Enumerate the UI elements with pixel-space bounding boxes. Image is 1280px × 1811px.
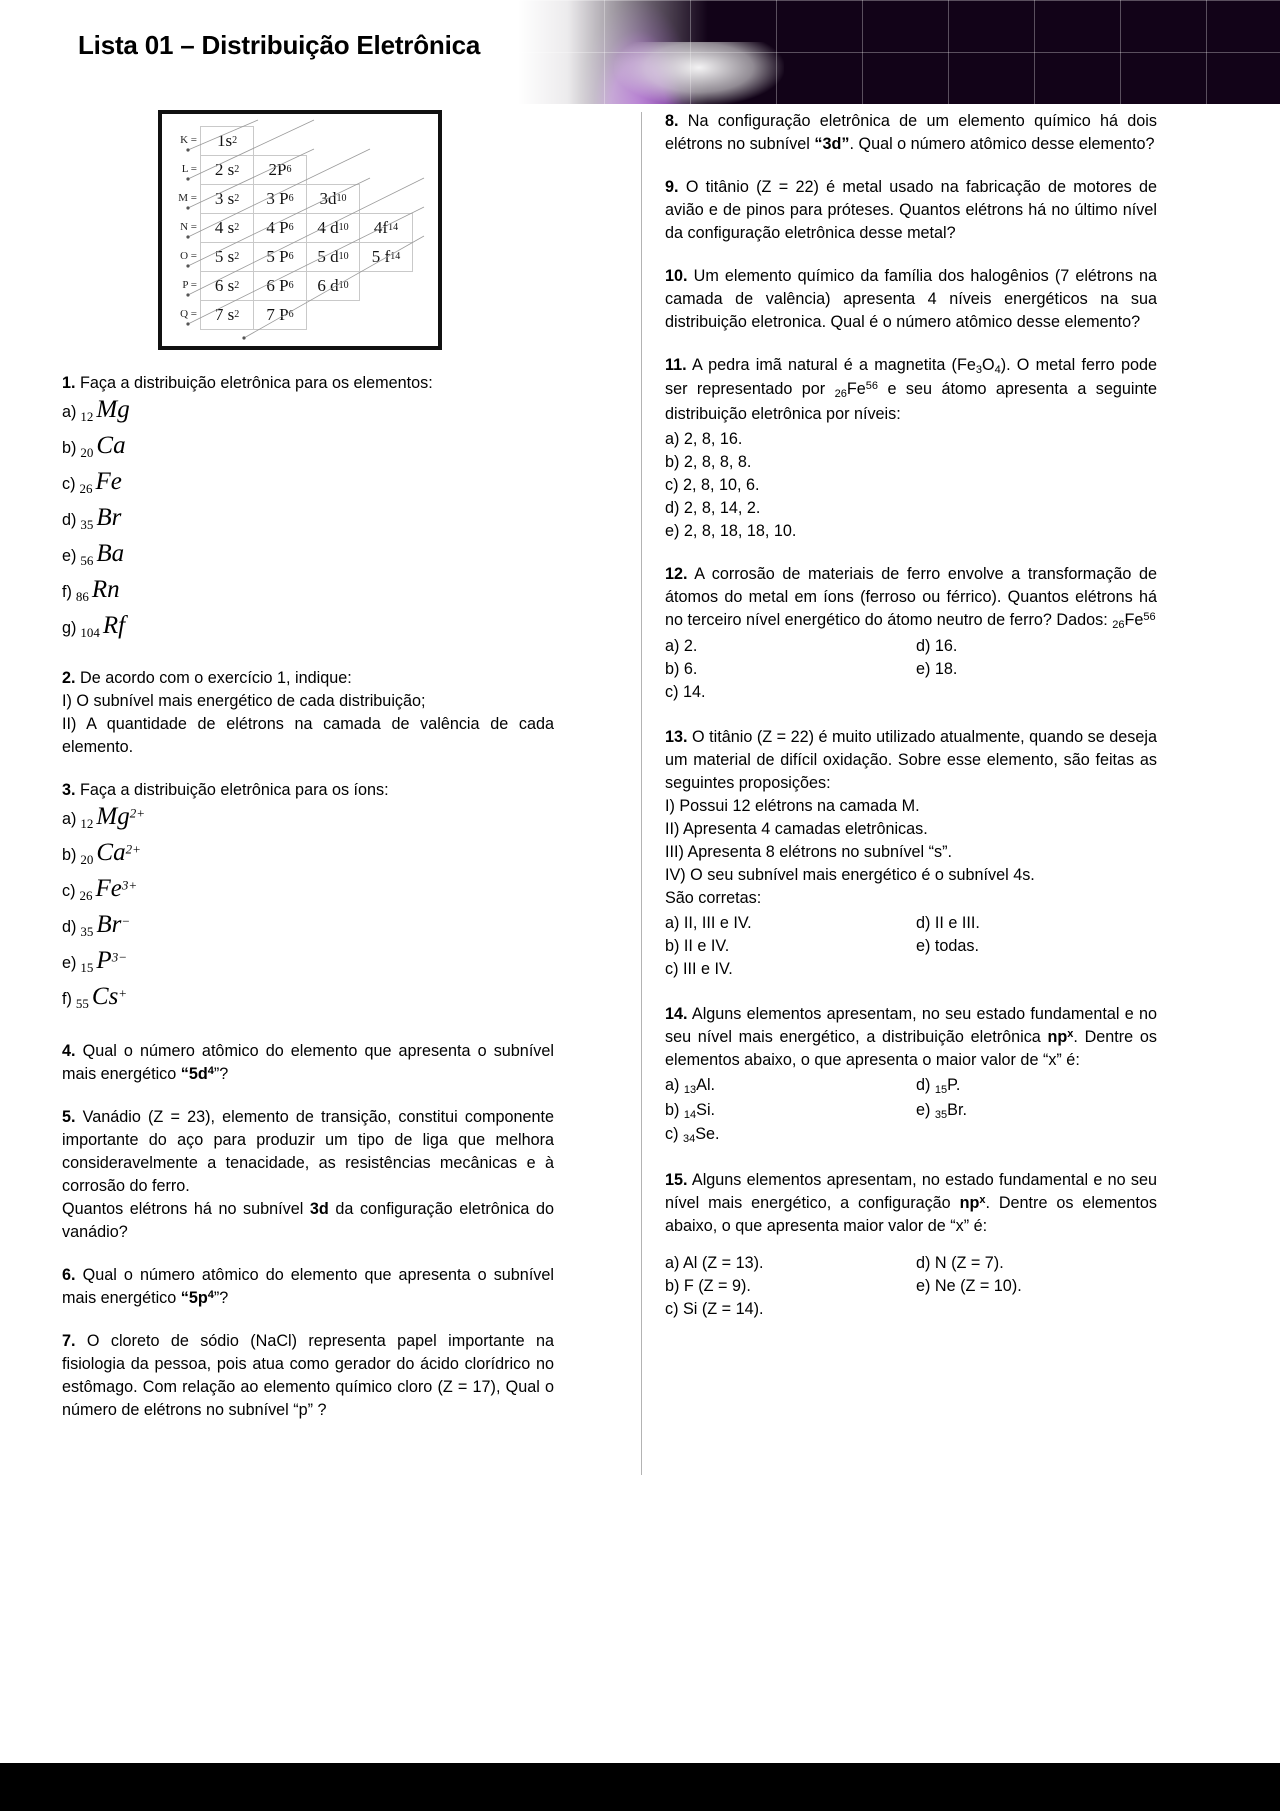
list-item xyxy=(62,984,554,1018)
option-b[interactable]: b) 6. xyxy=(665,660,698,679)
footer-bar xyxy=(0,1763,1280,1811)
question-number: 5. xyxy=(62,1108,76,1126)
option-b[interactable] xyxy=(665,1099,906,1123)
item-letter: d) xyxy=(62,918,77,936)
ion-charge: 2+ xyxy=(125,841,141,857)
item-letter: a) xyxy=(62,810,77,828)
atomic-number: 56 xyxy=(80,553,94,569)
question-text-tail: ”? xyxy=(213,1289,229,1307)
diagram-row-k xyxy=(170,126,438,155)
subshell-highlight: “5p xyxy=(180,1289,208,1307)
question-number: 11. xyxy=(665,356,687,374)
diagram-cell: 4f 14 xyxy=(359,213,413,243)
item-letter: e) xyxy=(62,547,77,565)
configuration-exponent: x xyxy=(979,1194,986,1207)
formula-subscript: 3 xyxy=(975,363,982,376)
question-2-line-2: II) A quantidade de elétrons na camada de valência de cada elemento. xyxy=(62,715,554,756)
configuration-bold: np xyxy=(959,1194,980,1213)
ion-charge: 3− xyxy=(111,949,127,965)
question-number: 13. xyxy=(665,728,688,747)
list-item xyxy=(62,433,554,467)
question-text-tail: . Qual o número atômico desse elemento? xyxy=(849,135,1155,153)
diagram-cell: 2 s 2 xyxy=(200,155,254,185)
option-d[interactable]: d) N (Z = 7). xyxy=(916,1254,1004,1273)
question-5 xyxy=(62,1106,554,1244)
element-symbol: Mg xyxy=(96,396,130,423)
option-e[interactable] xyxy=(916,1099,1157,1123)
element-symbol: Rf xyxy=(102,612,126,639)
diagram-row-p xyxy=(170,271,438,300)
element-symbol: Ca xyxy=(96,432,126,459)
ion-charge: − xyxy=(121,913,131,929)
atomic-number: 35 xyxy=(934,1108,948,1121)
diagram-cell: 6 P 6 xyxy=(253,271,307,301)
option-letter: c) xyxy=(665,1124,679,1143)
element-symbol: Br. xyxy=(947,1100,967,1119)
question-text: A pedra imã natural é a magnetita (Fe xyxy=(691,356,976,374)
prompt-before: Quantos elétrons há no subnível xyxy=(62,1200,310,1218)
item-letter: a) xyxy=(62,403,77,421)
element-symbol: Fe xyxy=(95,875,122,902)
question-3-items xyxy=(62,804,554,1018)
isotope-mass-number: 56 xyxy=(1143,610,1156,623)
question-13-prompt: São corretas: xyxy=(665,889,762,908)
element-symbol: Ca xyxy=(96,839,126,866)
diagram-row-l xyxy=(170,155,438,184)
question-9 xyxy=(665,176,1157,245)
question-text: Faça a distribuição eletrônica para os elementos: xyxy=(80,374,433,392)
diagram-cell: 7 P 6 xyxy=(253,300,307,330)
option-d[interactable]: d) 16. xyxy=(916,637,958,656)
diagram-shell-label: M = xyxy=(178,191,197,204)
element-symbol: P. xyxy=(947,1076,961,1095)
question-text: Vanádio (Z = 23), elemento de transição, constitui componente importante do aço para produzir um tipo de liga que melhora consideravelmente a tenacidade, as resistências mecânicas e à corrosão do ferro. xyxy=(62,1108,554,1195)
prompt-after: da configuração eletrônica do vanádio? xyxy=(62,1200,554,1241)
option-e[interactable]: e) todas. xyxy=(916,937,979,956)
diagram-shell-label: O = xyxy=(180,249,197,262)
ion-charge: 2+ xyxy=(129,805,146,821)
proposition-ii: II) Apresenta 4 camadas eletrônicas. xyxy=(665,820,928,839)
diagram-cell: 2P 6 xyxy=(253,155,307,185)
option-c[interactable]: c) III e IV. xyxy=(665,960,733,979)
isotope-atomic-number: 26 xyxy=(834,388,847,401)
question-4 xyxy=(62,1040,554,1086)
formula-part: O xyxy=(981,356,995,374)
option-b[interactable]: b) F (Z = 9). xyxy=(665,1277,751,1296)
subshell-exponent: 4 xyxy=(207,1065,214,1078)
item-letter: b) xyxy=(62,439,77,457)
diagram-row-m xyxy=(170,184,438,213)
diagram-cell: 3 P 6 xyxy=(253,184,307,214)
isotope-symbol: Fe xyxy=(1124,610,1144,629)
question-text: O cloreto de sódio (NaCl) representa papel importante na fisiologia da pessoa, pois atua como gerador do ácido clorídrico no estômago. Com relação ao elemento químico cloro (Z = 17), Qual o número de elétrons no subnível “p” ? xyxy=(62,1332,554,1419)
atomic-number: 26 xyxy=(79,481,93,497)
item-letter: c) xyxy=(62,882,76,900)
header-banner-image xyxy=(518,0,1280,104)
element-symbol: Mg xyxy=(96,803,130,830)
question-number: 7. xyxy=(62,1332,76,1350)
question-15-options xyxy=(665,1252,1157,1321)
question-number: 9. xyxy=(665,178,679,196)
question-7 xyxy=(62,1330,554,1422)
element-symbol: Al. xyxy=(696,1076,716,1095)
right-column xyxy=(665,110,1157,1335)
diagram-cell: 4 P 6 xyxy=(253,213,307,243)
question-text: Na configuração eletrônica de um elemento químico há dois elétrons no subnível xyxy=(665,112,1157,153)
element-symbol: Fe xyxy=(95,468,122,495)
item-letter: f) xyxy=(62,583,72,601)
question-text: O titânio (Z = 22) é metal usado na fabricação de motores de avião e de pinos para próteses. Quantos elétrons há no último nível da configuração eletrônica desse metal? xyxy=(665,178,1157,242)
item-letter: f) xyxy=(62,990,72,1008)
element-symbol: P xyxy=(96,947,112,974)
option-b[interactable]: b) 2, 8, 8, 8. xyxy=(665,452,752,471)
list-item xyxy=(62,469,554,503)
list-item xyxy=(62,505,554,539)
ion-charge: + xyxy=(118,985,128,1001)
subshell-bold: “3d” xyxy=(814,135,850,153)
configuration-bold: np xyxy=(1047,1028,1068,1047)
diagram-cell: 5 d 10 xyxy=(306,242,360,272)
diagram-cell: 7 s 2 xyxy=(200,300,254,330)
element-symbol: Se. xyxy=(695,1124,720,1143)
proposition-i: I) Possui 12 elétrons na camada M. xyxy=(665,797,920,816)
list-item xyxy=(62,577,554,611)
option-a[interactable]: a) 2. xyxy=(665,637,698,656)
question-1-items xyxy=(62,397,554,647)
question-text-tail: . Dentre os elementos abaixo, o que apresenta o maior valor de “x” é: xyxy=(665,1028,1157,1070)
question-3 xyxy=(62,779,554,1018)
question-text-tail: ”? xyxy=(213,1065,229,1083)
option-d[interactable]: d) II e III. xyxy=(916,914,980,933)
question-text: A corrosão de materiais de ferro envolve a transformação de átomos do metal em íons (ferroso ou férrico). Quantos elétrons há no terceiro nível energético do átomo neutro de ferro? Dados: xyxy=(665,564,1157,629)
diagram-cell: 1s 2 xyxy=(200,126,254,156)
question-text: Qual o número atômico do elemento que apresenta o subnível mais energético xyxy=(62,1042,555,1083)
diagram-cell: 3d 10 xyxy=(306,184,360,214)
atomic-number: 35 xyxy=(80,517,94,533)
configuration-exponent: x xyxy=(1067,1028,1074,1041)
list-item xyxy=(62,804,554,838)
item-letter: c) xyxy=(62,475,76,493)
atomic-number: 20 xyxy=(80,852,94,868)
atomic-number: 35 xyxy=(80,924,94,940)
list-item xyxy=(62,541,554,575)
option-a[interactable]: a) II, III e IV. xyxy=(665,914,752,933)
option-e[interactable]: e) Ne (Z = 10). xyxy=(916,1277,1022,1296)
option-letter: b) xyxy=(665,1100,680,1119)
option-d[interactable]: d) 2, 8, 14, 2. xyxy=(665,498,761,517)
option-letter: a) xyxy=(665,1076,680,1095)
item-letter: e) xyxy=(62,954,77,972)
question-number: 3. xyxy=(62,781,76,799)
formula-subscript: 4 xyxy=(994,363,1001,376)
diagram-row-q xyxy=(170,300,438,329)
atomic-number: 86 xyxy=(75,589,89,605)
option-c[interactable]: c) Si (Z = 14). xyxy=(665,1300,764,1319)
subshell-highlight: “5d xyxy=(180,1065,208,1083)
question-5-prompt xyxy=(62,1198,554,1244)
question-text: Faça a distribuição eletrônica para os íons: xyxy=(80,781,389,799)
list-item xyxy=(62,397,554,431)
question-number: 10. xyxy=(665,267,688,285)
isotope-symbol: Fe xyxy=(846,380,866,399)
diagram-cell: 4 s 2 xyxy=(200,213,254,243)
option-c[interactable] xyxy=(665,1123,906,1147)
diagram-cell: 5 s 2 xyxy=(200,242,254,272)
question-11 xyxy=(665,354,1157,543)
option-letter: d) xyxy=(916,1076,931,1095)
atomic-number: 34 xyxy=(682,1132,696,1145)
question-10 xyxy=(665,265,1157,334)
question-11-options xyxy=(665,428,1157,543)
item-letter: d) xyxy=(62,511,77,529)
option-a[interactable]: a) Al (Z = 13). xyxy=(665,1254,764,1273)
diagram-cell: 6 s 2 xyxy=(200,271,254,301)
option-d[interactable] xyxy=(916,1074,1157,1098)
diagram-shell-label: L = xyxy=(181,162,197,175)
diagram-cell: 4 d 10 xyxy=(306,213,360,243)
question-number: 8. xyxy=(665,112,679,130)
isotope-mass-number: 56 xyxy=(865,380,879,393)
question-text-tail: e seu átomo apresenta a seguinte distribuição eletrônica por níveis: xyxy=(665,380,1157,423)
atomic-number: 15 xyxy=(934,1083,948,1096)
element-symbol: Si. xyxy=(696,1100,716,1119)
list-item xyxy=(62,948,554,982)
list-item xyxy=(62,613,554,647)
list-item xyxy=(62,840,554,874)
question-15 xyxy=(665,1169,1157,1321)
diagram-cell: 6 d 10 xyxy=(306,271,360,301)
atomic-number: 104 xyxy=(80,625,100,641)
list-item xyxy=(62,912,554,946)
option-c[interactable]: c) 2, 8, 10, 6. xyxy=(665,475,760,494)
atomic-number: 15 xyxy=(80,960,94,976)
question-text: Alguns elementos apresentam, no seu estado fundamental e no seu nível mais energético, a distribuição eletrônica xyxy=(665,1005,1157,1047)
atomic-number: 55 xyxy=(75,996,89,1012)
diagram-cell: 5 f 14 xyxy=(359,242,413,272)
atomic-number: 20 xyxy=(80,445,94,461)
element-symbol: Br xyxy=(96,504,122,531)
question-14 xyxy=(665,1003,1157,1147)
glass-highlight xyxy=(614,42,784,104)
diagram-cell: 5 P 6 xyxy=(253,242,307,272)
diagram-row-n xyxy=(170,213,438,242)
question-1 xyxy=(62,372,554,647)
left-column xyxy=(62,110,554,1436)
element-symbol: Rn xyxy=(91,576,120,603)
question-text: O titânio (Z = 22) é muito utilizado atualmente, quando se deseja um material de difícil oxidação. Sobre esse elemento, são feitas as seguintes proposições: xyxy=(665,728,1157,793)
question-12-options xyxy=(665,635,1157,704)
option-a[interactable] xyxy=(665,1074,906,1098)
pauling-diagram xyxy=(158,110,442,350)
question-13-options xyxy=(665,912,1157,981)
ion-charge: 3+ xyxy=(121,877,138,893)
question-number: 6. xyxy=(62,1266,76,1284)
diagram-cell: 3 s 2 xyxy=(200,184,254,214)
question-text-mid: ). O metal ferro pode ser representado por xyxy=(665,356,1157,399)
column-divider xyxy=(641,112,642,1475)
subshell-exponent: 4 xyxy=(207,1289,214,1302)
atomic-number: 12 xyxy=(80,816,94,832)
diagram-row-o xyxy=(170,242,438,271)
question-text: De acordo com o exercício 1, indique: xyxy=(80,669,352,687)
list-item xyxy=(62,876,554,910)
question-14-options xyxy=(665,1074,1157,1147)
question-number: 15. xyxy=(665,1171,688,1190)
question-number: 1. xyxy=(62,374,76,392)
diagram-grid xyxy=(162,114,438,346)
element-symbol: Cs xyxy=(91,983,119,1010)
atomic-number: 13 xyxy=(683,1083,697,1096)
question-number: 2. xyxy=(62,669,76,687)
question-text-tail: . Dentre os elementos abaixo, o que apresenta maior valor de “x” é: xyxy=(665,1194,1157,1236)
question-2 xyxy=(62,667,554,759)
element-symbol: Ba xyxy=(96,540,125,567)
proposition-iv: IV) O seu subnível mais energético é o subnível 4s. xyxy=(665,866,1035,885)
item-letter: g) xyxy=(62,619,77,637)
question-text: Qual o número atômico do elemento que apresenta o subnível mais energético xyxy=(62,1266,555,1307)
question-number: 12. xyxy=(665,564,688,583)
question-8 xyxy=(665,110,1157,156)
question-2-line-1: I) O subnível mais energético de cada distribuição; xyxy=(62,692,426,710)
option-c[interactable]: c) 14. xyxy=(665,683,706,702)
question-13 xyxy=(665,726,1157,981)
diagram-shell-label: K = xyxy=(180,133,197,146)
option-letter: e) xyxy=(916,1100,931,1119)
option-b[interactable]: b) II e IV. xyxy=(665,937,730,956)
diagram-shell-label: P = xyxy=(182,278,197,291)
atomic-number: 12 xyxy=(80,409,94,425)
diagram-shell-label: Q = xyxy=(180,307,197,320)
question-number: 4. xyxy=(62,1042,76,1060)
question-text: Alguns elementos apresentam, no estado fundamental e no seu nível mais energético, a configuração xyxy=(665,1171,1157,1213)
option-e[interactable]: e) 18. xyxy=(916,660,958,679)
question-text: Um elemento químico da família dos halogênios (7 elétrons na camada de valência) apresenta 4 níveis energéticos na sua distribuição eletronica. Qual é o número atômico desse elemento? xyxy=(665,267,1158,331)
page-title: Lista 01 – Distribuição Eletrônica xyxy=(78,30,481,60)
option-e[interactable]: e) 2, 8, 18, 18, 10. xyxy=(665,521,797,540)
option-a[interactable]: a) 2, 8, 16. xyxy=(665,429,743,448)
question-number: 14. xyxy=(665,1005,688,1024)
item-letter: b) xyxy=(62,846,77,864)
proposition-iii: III) Apresenta 8 elétrons no subnível “s”. xyxy=(665,843,953,862)
diagram-shell-label: N = xyxy=(180,220,197,233)
atomic-number: 26 xyxy=(79,888,93,904)
question-12 xyxy=(665,563,1157,704)
element-symbol: Br xyxy=(96,911,122,938)
subshell-bold: 3d xyxy=(309,1200,329,1218)
atomic-number: 14 xyxy=(683,1108,697,1121)
question-6 xyxy=(62,1264,554,1310)
isotope-atomic-number: 26 xyxy=(1112,618,1125,631)
